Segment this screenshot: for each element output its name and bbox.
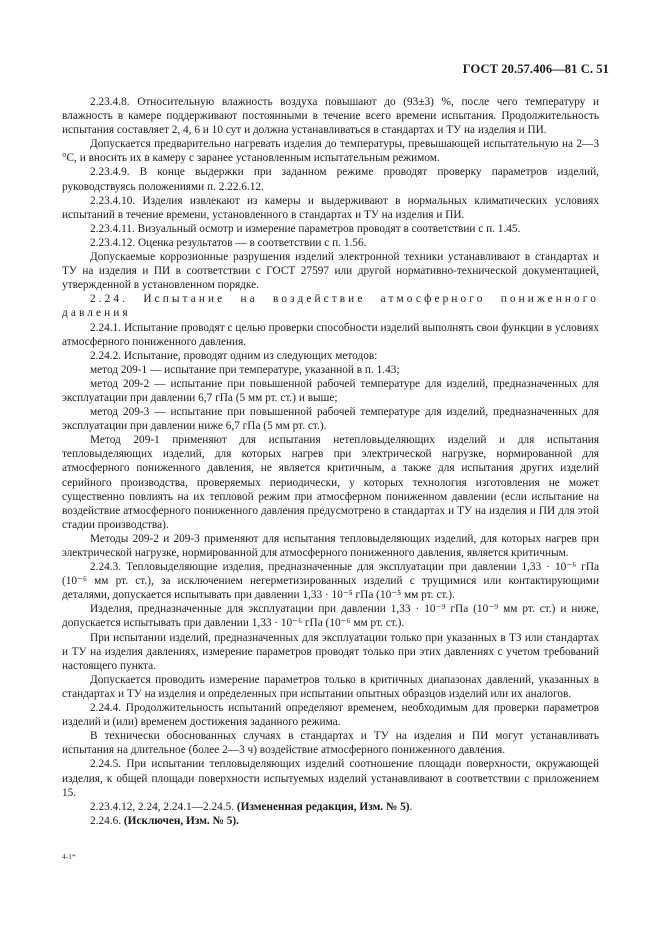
paragraph: Допускается проводить измерение параметров только в критичных диапазонах давлений, указанных в стандартах и ТУ на изделия и определенных при испытании опытных образцов изделий или их аналогов. — [62, 673, 599, 700]
edition-note-prefix: 2.23.4.12, 2.24, 2.24.1—2.24.5. — [90, 800, 237, 813]
page-header: ГОСТ 20.57.406—81 С. 51 — [462, 62, 609, 76]
paragraph: 2.23.4.12. Оценка результатов — в соответствии с п. 1.56. — [90, 236, 367, 249]
section-heading: 2.24. Испытание на воздействие атмосферного пониженного давления — [62, 293, 599, 320]
paragraph: 2.23.4.10. Изделия извлекают из камеры и выдерживают в нормальных климатических условиях испытаний в течение времени, установленного в стандартах и ТУ на изделия и ПИ. — [62, 194, 599, 221]
paragraph: В технически обоснованных случаях в стандартах и ТУ на изделия и ПИ могут устанавливать испытания на длительное (более 2—3 ч) воздействие атмосферного пониженного давления. — [62, 730, 599, 757]
paragraph: Допускается предварительно нагревать изделия до температуры, превышающей испытательную на 2—3 °С, и вносить их в камеру с заранее установленным испытательным режимом. — [62, 138, 599, 165]
paragraph: Изделия, предназначенные для эксплуатации при давлении 1,33 · 10⁻⁹ гПа (10⁻⁹ мм рт. ст.) и ниже, допускается испытывать при давлении 1,33 · 10⁻⁶ гПа (10⁻⁶ мм рт. ст.). — [62, 603, 599, 630]
method-item: метод 209-3 — испытание при повышенной рабочей температуре для изделий, предназначенных для эксплуатации при давлении ниже 6,7 гПа (5 мм рт. ст.). — [62, 406, 599, 433]
paragraph: Метод 209-1 применяют для испытания нетепловыделяющих изделий и для испытания тепловыделяющих изделий, для которых нагрев при электрической нагрузке, нормированной для атмосферного пониженного давления, не является критичным, а также для испытания других изделий серийного производства, проверяемых периодически, у которых технология изготовления не может существенно повлиять на их тепловой режим при атмосферном пониженном давлении (если испытание на воздействие атмосферного пониженного давления предусмотрено в стандартах и ТУ на изделия и ПИ для этой стадии производства). — [62, 434, 599, 531]
edition-note-suffix: . — [409, 800, 413, 813]
paragraph: 2.24.1. Испытание проводят с целью проверки способности изделий выполнять свои функции в условиях атмосферного пониженного давления. — [62, 321, 599, 348]
excluded-note-prefix: 2.24.6. — [90, 814, 124, 827]
paragraph: 2.23.4.11. Визуальный осмотр и измерение параметров проводят в соответствии с п. 1.45. — [90, 222, 521, 235]
paragraph: 2.24.2. Испытание, проводят одним из следующих методов: — [90, 349, 378, 362]
excluded-note-bold: (Исключен, Изм. № 5). — [123, 814, 239, 827]
edition-note — [62, 800, 599, 814]
paragraph: 2.24.5. При испытании тепловыделяющих изделий соотношение площади поверхности, окружающей изделия, к общей площади поверхности испытуемых изделий устанавливают в соответствии с приложением 15. — [62, 758, 599, 799]
method-item: метод 209-2 — испытание при повышенной рабочей температуре для изделий, предназначенных для эксплуатации при давлении 6,7 гПа (5 мм рт. ст.) и выше; — [62, 377, 599, 404]
document-body — [62, 95, 599, 828]
excluded-note — [62, 814, 599, 828]
paragraph: Методы 209-2 и 209-3 применяют для испытания тепловыделяющих изделий, для которых нагрев при электрической нагрузке, нормированной для атмосферного пониженного давления, является критичным. — [62, 532, 599, 559]
footer-mark: 4-1* — [62, 852, 76, 861]
method-item: метод 209-1 — испытание при температуре, указанной в п. 1.43; — [90, 363, 400, 376]
paragraph: 2.24.3. Тепловыделяющие изделия, предназначенные для эксплуатации при давлении 1,33 · 10⁻⁶ гПа (10⁻⁶ мм рт. ст.), за исключением негерметизированных изделий с трущимися или контактирующими деталями, допускается испытывать при давлении 1,33 · 10⁻⁵ гПа (10⁻⁵ мм рт. ст.). — [62, 561, 599, 602]
paragraph: 2.23.4.9. В конце выдержки при заданном режиме проводят проверку параметров изделий, руководствуясь положениями п. 2.22.6.12. — [62, 166, 599, 193]
paragraph: 2.23.4.8. Относительную влажность воздуха повышают до (93±3) %, после чего температуру и влажность в камере поддерживают постоянными в течение всего времени испытания. Продолжительность испытания составляет 2, 4, 6 и 10 сут и должна устанавливаться в стандартах и ТУ на изделия и ПИ. — [62, 96, 599, 137]
paragraph: Допускаемые коррозионные разрушения изделий электронной техники устанавливают в стандартах и ТУ на изделия и ПИ в соответствии с ГОСТ 27597 или другой нормативно-технической документацией, утвержденной в установленном порядке. — [62, 251, 599, 292]
paragraph: 2.24.4. Продолжительность испытаний определяют временем, необходимым для проверки параметров изделий и (или) временем достижения заданного режима. — [62, 702, 599, 729]
paragraph: При испытании изделий, предназначенных для эксплуатации только при указанных в ТЗ или стандартах и ТУ на изделия давлениях, измерение параметров проводят только при этих давлениях с учетом требований настоящего пункта. — [62, 631, 599, 672]
edition-note-bold: (Измененная редакция, Изм. № 5) — [236, 800, 410, 813]
